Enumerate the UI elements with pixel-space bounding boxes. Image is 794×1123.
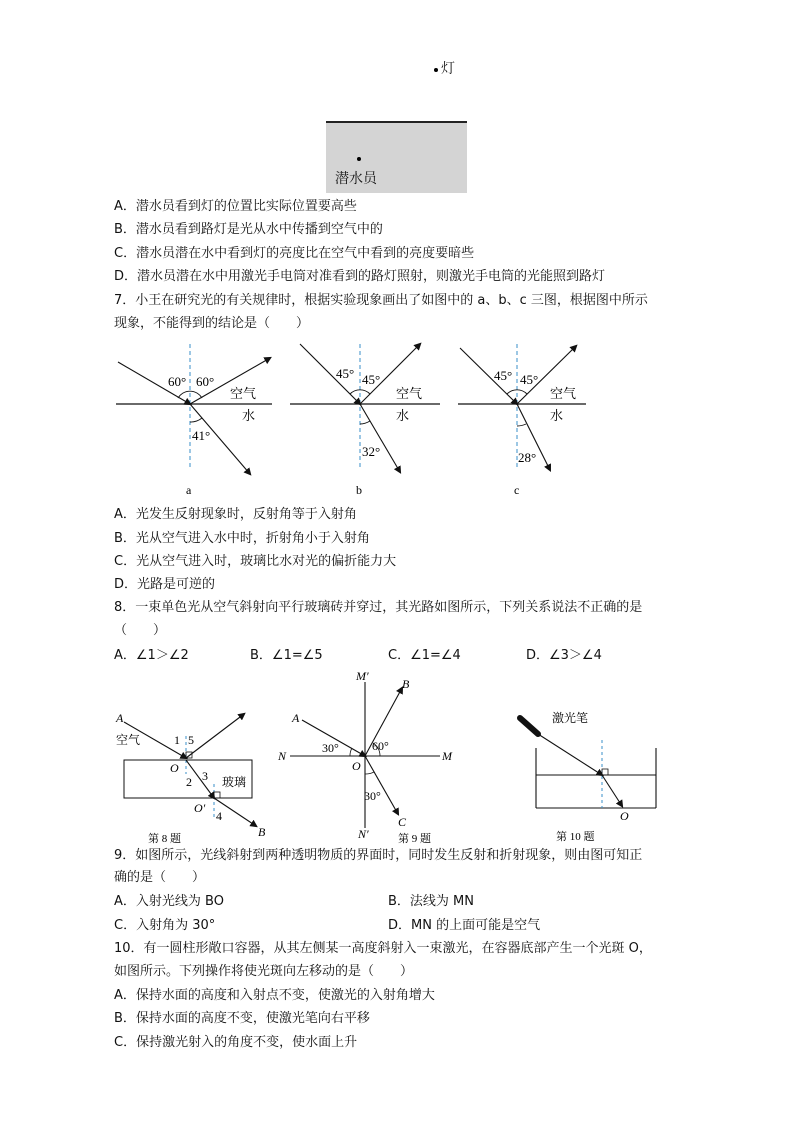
q8-label-air: 空气 [116, 733, 141, 747]
q8-label-o: O [170, 761, 179, 775]
q8-label-1: 1 [174, 733, 180, 747]
q7b-caption: b [356, 483, 362, 497]
q7-figure-c [458, 344, 586, 497]
q9-option-a: A．入射光线为 BO [114, 894, 224, 909]
lamp-label: 灯 [441, 61, 455, 77]
q9-stem-line2: 确的是（ ） [114, 870, 206, 885]
q8-label-o-prime: O′ [194, 801, 206, 815]
q7b-reflect-angle: 45° [362, 372, 381, 387]
q8-option-d: D．∠3＞∠4 [526, 648, 602, 663]
q8-stem-line2: （ ） [114, 623, 167, 638]
q7a-incident-angle: 60° [168, 374, 187, 389]
q9-option-b: B．法线为 MN [388, 894, 474, 909]
q10-caption: 第 10 题 [556, 831, 595, 843]
q7-option-c: C．光从空气进入时，玻璃比水对光的偏折能力大 [114, 554, 397, 569]
q7b-incident-angle: 45° [336, 366, 355, 381]
q8-option-c: C．∠1=∠4 [388, 648, 461, 663]
q7-figures [110, 340, 590, 500]
q10-option-c: C．保持激光射入的角度不变，使水面上升 [114, 1035, 358, 1050]
q10-option-b: B．保持水面的高度不变，使激光笔向右平移 [114, 1011, 370, 1026]
q7-option-d: D．光路是可逆的 [114, 577, 216, 592]
q7a-caption: a [186, 483, 192, 497]
q7-option-b: B．光从空气进入水中时，折射角小于入射角 [114, 531, 370, 546]
q7-figure-b [290, 344, 440, 497]
q7c-air-label: 空气 [550, 386, 577, 401]
q7c-reflect-angle: 45° [520, 372, 539, 387]
q8-option-b: B．∠1=∠5 [250, 648, 323, 663]
q7-figure-a [116, 344, 272, 497]
q8-label-3: 3 [202, 769, 208, 783]
q9-label-o: O [352, 759, 361, 773]
q10-option-a: A．保持水面的高度和入射点不变，使激光的入射角增大 [114, 988, 435, 1003]
q7b-water-label: 水 [396, 408, 410, 423]
q9-label-m-prime: M′ [356, 669, 369, 683]
q9-angle-30-top: 30° [322, 741, 339, 755]
q9-label-c: C [398, 815, 407, 829]
q6-option-c: C．潜水员潜在水中看到灯的亮度比在空气中看到的亮度要暗些 [114, 246, 475, 261]
q7c-refract-angle: 28° [518, 450, 537, 465]
q9-figure [272, 668, 472, 848]
q8-caption: 第 8 题 [148, 833, 181, 845]
q8-label-5: 5 [188, 733, 194, 747]
q7-stem-line1: 7．小王在研究光的有关规律时，根据实验现象画出了如图中的 a、b、c 三图，根据图中所示 [114, 293, 648, 308]
q10-figure [508, 700, 668, 848]
diver-label: 潜水员 [335, 171, 377, 187]
q9-label-b: B [402, 677, 410, 691]
q7b-air-label: 空气 [396, 386, 423, 401]
q8-figure [110, 700, 270, 848]
q6-option-a: A．潜水员看到灯的位置比实际位置要高些 [114, 199, 357, 214]
q8-label-glass: 玻璃 [222, 775, 247, 789]
q6-option-b: B．潜水员看到路灯是光从水中传播到空气中的 [114, 222, 383, 237]
q7a-refract-angle: 41° [192, 428, 211, 443]
q7a-water-label: 水 [242, 408, 256, 423]
q7-option-a: A．光发生反射现象时，反射角等于入射角 [114, 507, 357, 522]
q9-caption: 第 9 题 [398, 833, 431, 845]
q7c-incident-angle: 45° [494, 368, 513, 383]
q10-stem-line1: 10．有一圆柱形敞口容器，从其左侧某一高度斜射入一束激光，在容器底部产生一个光斑 O， [114, 941, 652, 956]
q9-stem: 9．如图所示，光线斜射到两种透明物质的界面时，同时发生反射和折射现象，则由图可知正 [114, 848, 643, 863]
q7a-reflect-angle: 60° [196, 374, 215, 389]
q7a-air-label: 空气 [230, 386, 257, 401]
q8-option-a: A．∠1＞∠2 [114, 648, 189, 663]
q10-stem-line2: 如图所示。下列操作将使光斑向左移动的是（ ） [114, 964, 414, 979]
q9-label-m: M [442, 749, 452, 763]
q10-pen-label: 激光笔 [552, 711, 589, 725]
q10-label-o: O [620, 809, 629, 823]
q6-option-d: D．潜水员潜在水中用激光手电筒对准看到的路灯照射，则激光手电筒的光能照到路灯 [114, 269, 606, 284]
q8-label-2: 2 [186, 775, 192, 789]
q9-angle-30-bottom: 30° [364, 789, 381, 803]
q9-option-d: D．MN 的上面可能是空气 [388, 918, 541, 933]
q9-label-n: N [278, 749, 287, 763]
q9-option-c: C．入射角为 30° [114, 918, 216, 933]
q9-label-a: A [292, 711, 300, 725]
q9-angle-60: 60° [372, 739, 389, 753]
diver-dot [357, 157, 361, 161]
q7c-water-label: 水 [550, 408, 564, 423]
q8-label-b: B [258, 825, 266, 839]
q8-label-a: A [116, 711, 124, 725]
q8-stem-line1: 8．一束单色光从空气斜射向平行玻璃砖并穿过，其光路如图所示，下列关系说法不正确的是 [114, 600, 643, 615]
q7-stem-line2: 现象，不能得到的结论是（ ） [114, 316, 310, 331]
q9-label-n-prime: N′ [358, 827, 369, 841]
q8-label-4: 4 [216, 809, 222, 823]
lamp-dot [434, 68, 438, 72]
q7b-refract-angle: 32° [362, 444, 381, 459]
q7c-caption: c [514, 483, 520, 497]
